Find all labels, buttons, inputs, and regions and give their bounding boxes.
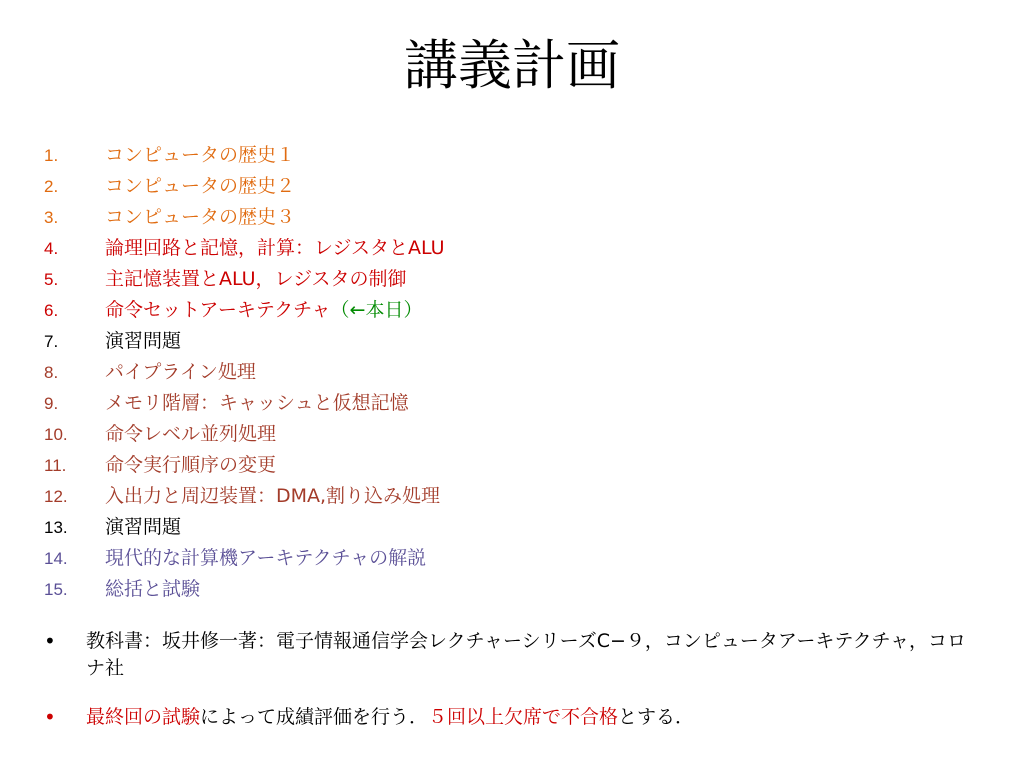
item-number: 12. <box>44 487 68 506</box>
item-label: 命令セットアーキテクチャ <box>105 299 331 321</box>
schedule-item-current <box>44 295 445 326</box>
item-number: 2. <box>44 177 59 196</box>
item-label: 演習問題 <box>105 516 182 538</box>
item-number: 8. <box>44 363 59 382</box>
item-number: 7. <box>44 332 59 351</box>
item-number: 14. <box>44 549 68 568</box>
schedule-item <box>44 450 445 481</box>
item-label: 演習問題 <box>105 330 182 352</box>
schedule-item <box>44 419 445 450</box>
bullet-icon: • <box>44 629 56 653</box>
schedule-item <box>44 357 445 388</box>
schedule-item <box>44 171 445 202</box>
item-number: 9. <box>44 394 59 413</box>
item-number: 15. <box>44 580 68 599</box>
today-marker: （←本日） <box>330 299 423 321</box>
lecture-schedule-list <box>44 140 445 605</box>
schedule-item <box>44 264 445 295</box>
item-label: 現代的な計算機アーキテクチャの解説 <box>105 547 427 569</box>
schedule-item <box>44 388 445 419</box>
final-exam-highlight: 最終回の試験 <box>86 706 201 728</box>
item-label: コンピュータの歴史２ <box>105 175 296 197</box>
item-number: 4. <box>44 239 59 258</box>
item-number: 1. <box>44 146 59 165</box>
notes-list <box>44 628 984 731</box>
item-number: 13. <box>44 518 68 537</box>
grading-note <box>44 704 984 731</box>
grading-text-part: によって成績評価を行う． <box>200 706 429 728</box>
schedule-item <box>44 574 445 605</box>
bullet-icon: • <box>44 705 56 729</box>
item-number: 10. <box>44 425 68 444</box>
item-label: 命令実行順序の変更 <box>105 454 277 476</box>
schedule-item <box>44 140 445 171</box>
schedule-item <box>44 233 445 264</box>
item-label: コンピュータの歴史１ <box>105 144 296 166</box>
schedule-item <box>44 481 445 512</box>
absence-rule-highlight: ５回以上欠席で不合格 <box>428 706 619 728</box>
schedule-item <box>44 326 445 357</box>
item-label: コンピュータの歴史３ <box>105 206 296 228</box>
textbook-text: 教科書：坂井修一著：電子情報通信学会レクチャーシリーズC−９，コンピュータアーキテクチャ，コロナ社 <box>86 630 967 679</box>
item-label: メモリ階層：キャッシュと仮想記憶 <box>105 392 409 414</box>
item-label: 入出力と周辺装置：DMA,割り込み処理 <box>105 485 441 507</box>
item-number: 3. <box>44 208 59 227</box>
schedule-item <box>44 543 445 574</box>
item-label: パイプライン処理 <box>105 361 256 383</box>
grading-text <box>86 704 984 731</box>
item-label: 総括と試験 <box>105 578 201 600</box>
item-number: 11. <box>44 456 67 475</box>
schedule-item <box>44 512 445 543</box>
item-label: 論理回路と記憶，計算：レジスタとALU <box>105 237 445 259</box>
item-label: 命令レベル並列処理 <box>105 423 277 445</box>
item-label: 主記憶装置とALU，レジスタの制御 <box>105 268 407 290</box>
item-number: 5. <box>44 270 59 289</box>
slide-title: 講義計画 <box>404 34 620 97</box>
item-number: 6. <box>44 301 59 320</box>
schedule-item <box>44 202 445 233</box>
textbook-note <box>44 628 984 682</box>
grading-text-part: とする． <box>618 706 695 728</box>
